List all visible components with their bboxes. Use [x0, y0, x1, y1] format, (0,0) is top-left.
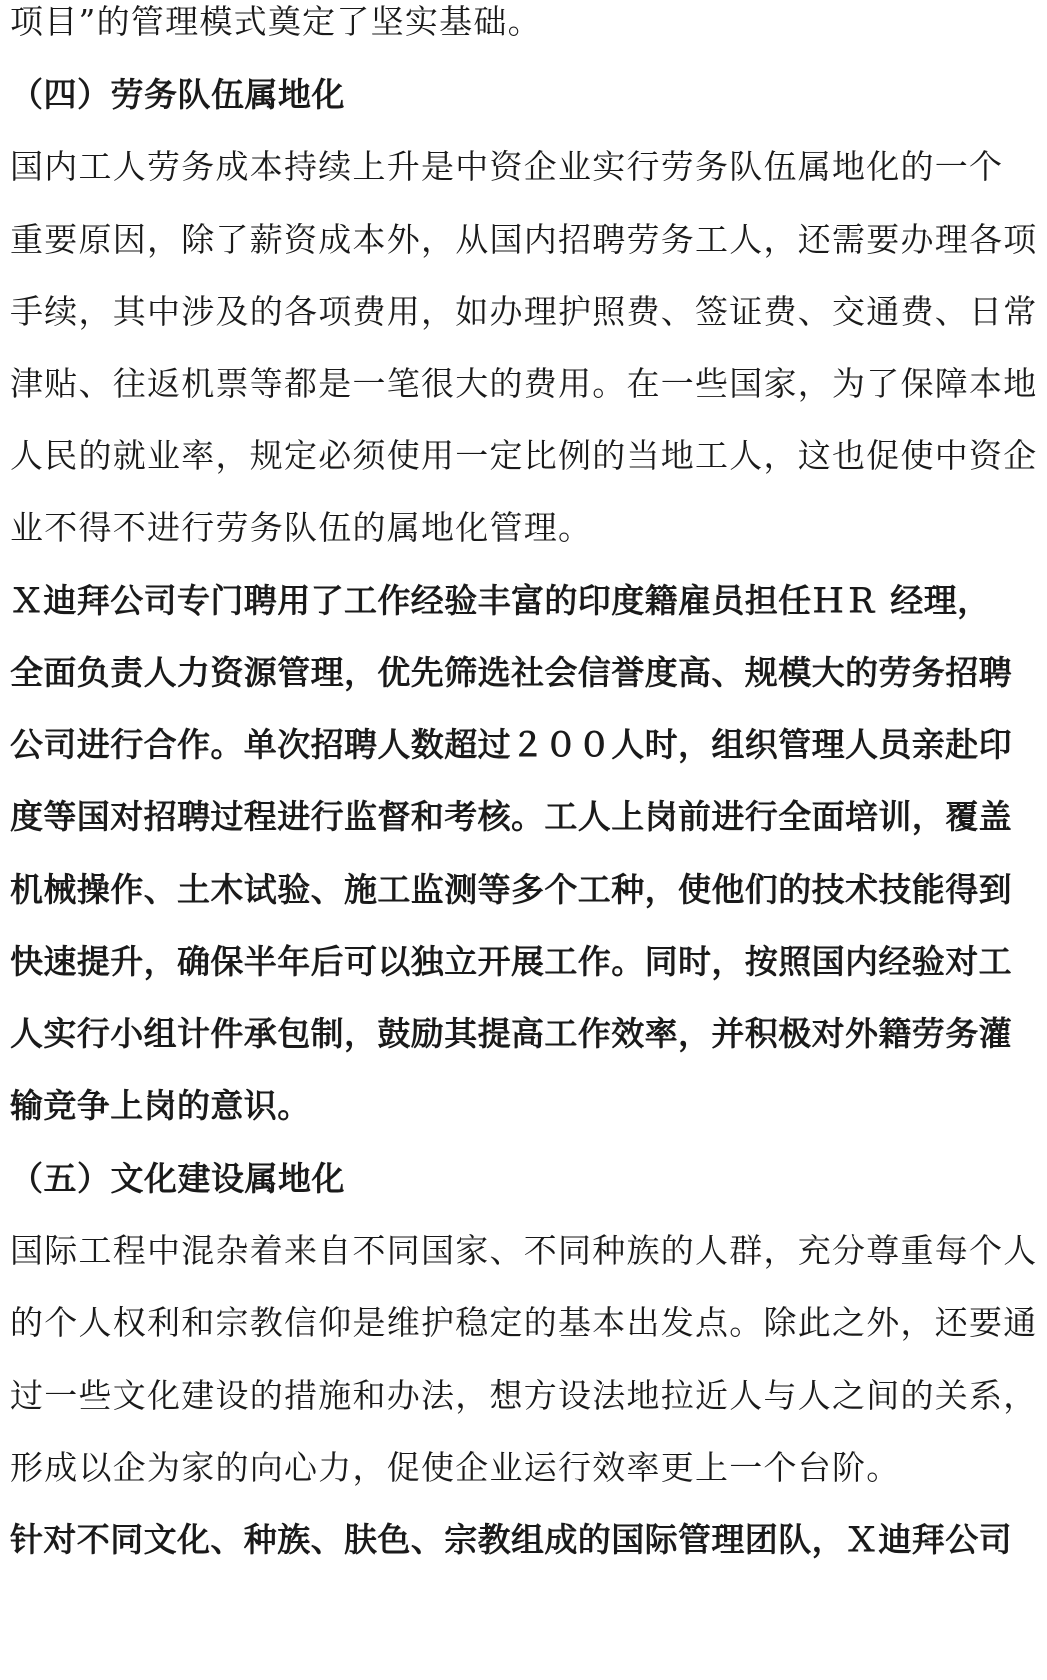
text-line-21: 形成以企为家的向心力，促使企业运行效率更上一个台阶。	[10, 1448, 901, 1487]
text-line-19: 的个人权利和宗教信仰是维护稳定的基本出发点。除此之外，还要通	[10, 1303, 1038, 1342]
text-line-11: 公司进行合作。单次招聘人数超过２００人时，组织管理人员亲赴印	[10, 725, 1012, 764]
text-line-1: 项目”的管理模式奠定了坚实基础。	[10, 2, 542, 41]
text-line-8: 业不得不进行劳务队伍的属地化管理。	[10, 508, 593, 547]
text-line-18: 国际工程中混杂着来自不同国家、不同种族的人群，充分尊重每个人	[10, 1231, 1038, 1270]
text-line-3: 国内工人劳务成本持续上升是中资企业实行劳务队伍属地化的一个	[10, 147, 1004, 186]
text-line-12: 度等国对招聘过程进行监督和考核。工人上岗前进行全面培训，覆盖	[10, 797, 1012, 836]
section-heading-four: （四）劳务队伍属地化	[10, 75, 345, 114]
text-line-10: 全面负责人力资源管理，优先筛选社会信誉度高、规模大的劳务招聘	[10, 653, 1012, 692]
text-line-9: Ｘ迪拜公司专门聘用了工作经验丰富的印度籍雇员担任ＨＲ 经理，	[10, 581, 991, 620]
text-line-20: 过一些文化建设的措施和办法，想方设法地拉近人与人之间的关系，	[10, 1376, 1038, 1415]
text-line-5: 手续，其中涉及的各项费用，如办理护照费、签证费、交通费、日常	[10, 292, 1038, 331]
text-line-14: 快速提升，确保半年后可以独立开展工作。同时，按照国内经验对工	[10, 942, 1012, 981]
section-heading-five: （五）文化建设属地化	[10, 1159, 345, 1198]
text-line-6: 津贴、往返机票等都是一笔很大的费用。在一些国家，为了保障本地	[10, 364, 1038, 403]
text-line-4: 重要原因，除了薪资成本外，从国内招聘劳务工人，还需要办理各项	[10, 220, 1038, 259]
text-line-16: 输竞争上岗的意识。	[10, 1086, 311, 1125]
text-line-13: 机械操作、土木试验、施工监测等多个工种，使他们的技术技能得到	[10, 870, 1012, 909]
text-line-15: 人实行小组计件承包制，鼓励其提高工作效率，并积极对外籍劳务灌	[10, 1014, 1012, 1053]
text-line-7: 人民的就业率，规定必须使用一定比例的当地工人，这也促使中资企	[10, 436, 1038, 475]
text-line-22: 针对不同文化、种族、肤色、宗教组成的国际管理团队，Ｘ迪拜公司	[10, 1520, 1012, 1559]
